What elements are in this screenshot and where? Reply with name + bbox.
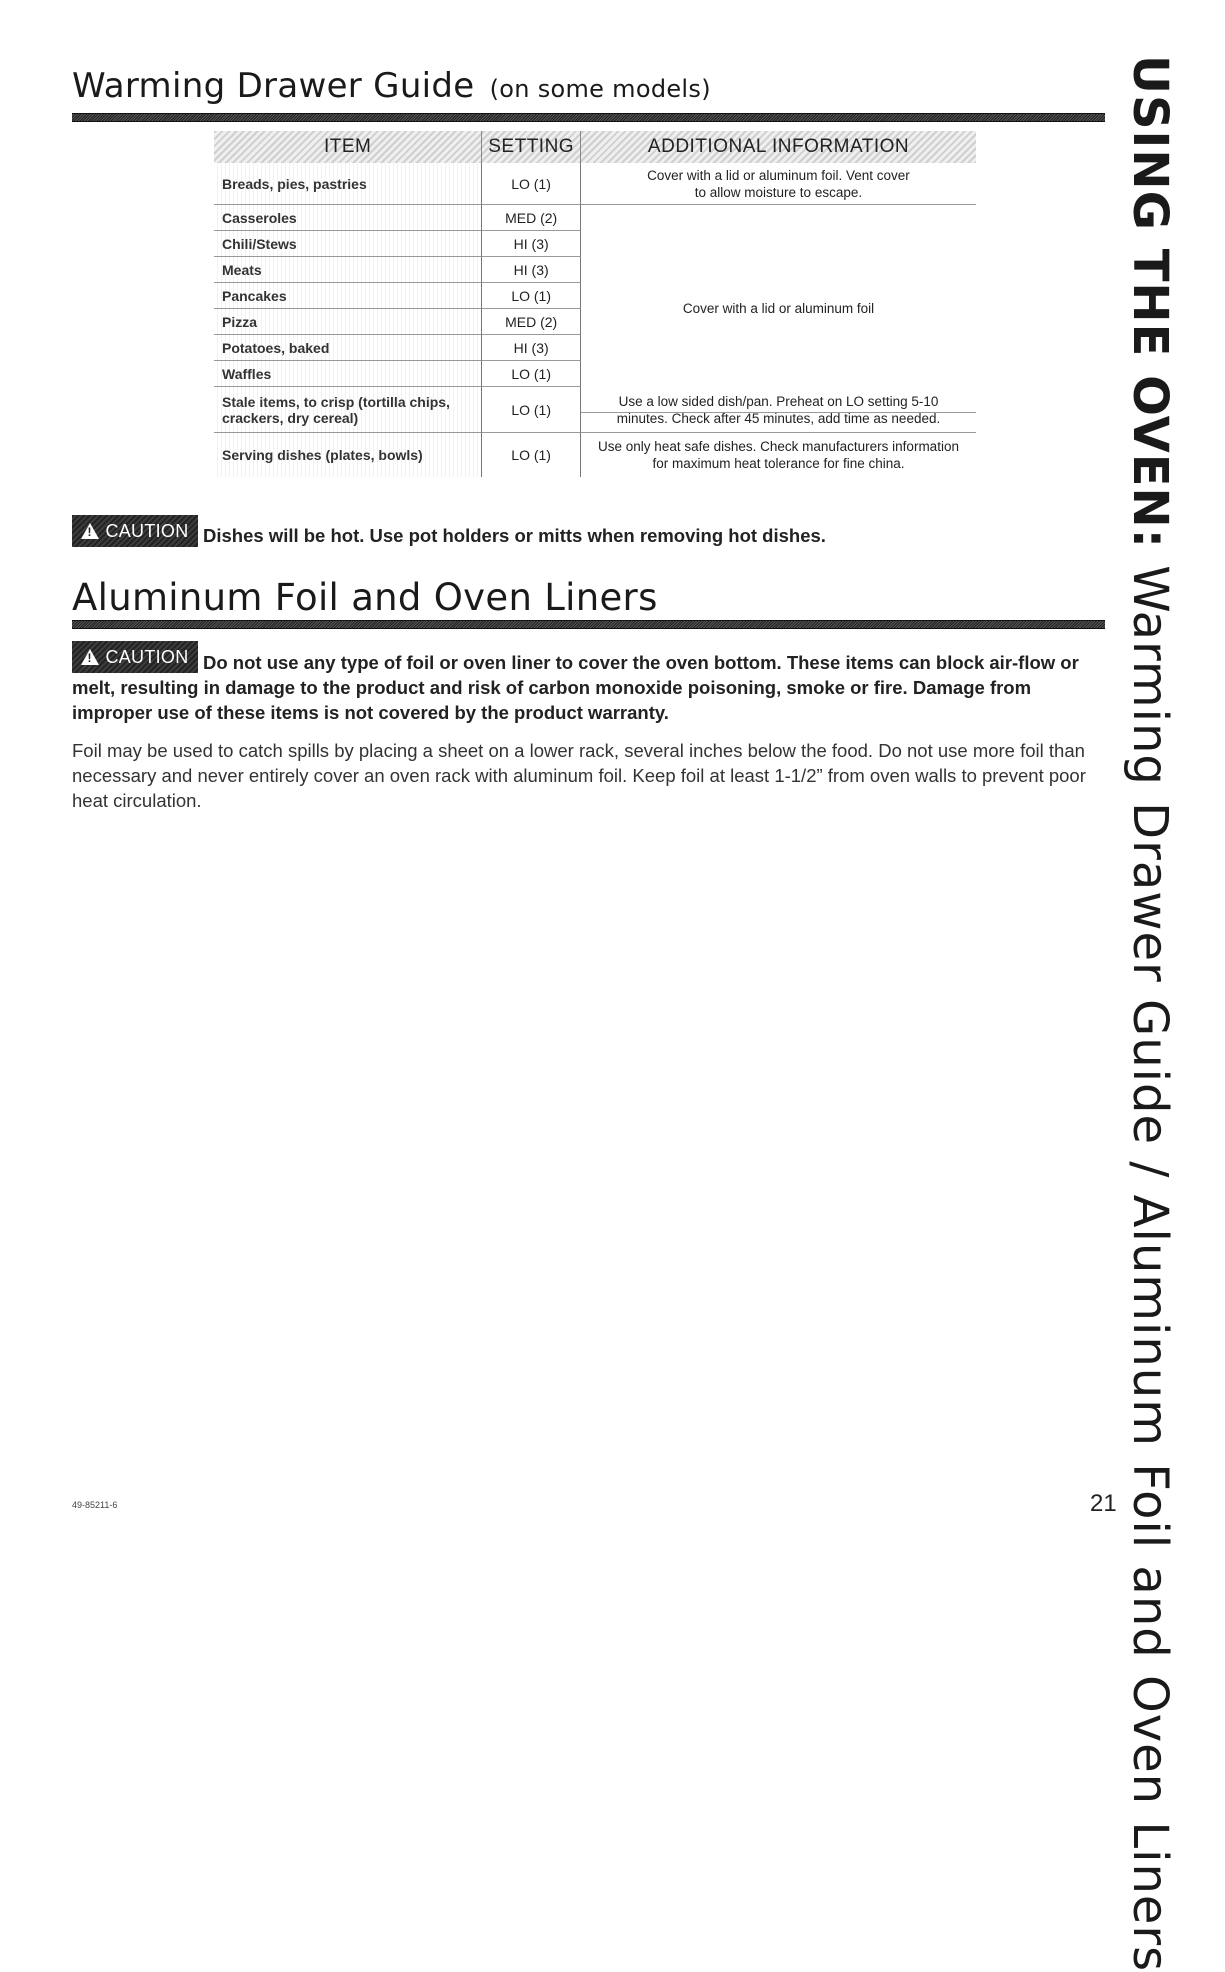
info-cell: Use a low sided dish/pan. Preheat on LO setting 5-10 minutes. Check after 45 minutes, add time as needed.: [581, 387, 976, 433]
side-title-bold: USING THE OVEN:: [1122, 55, 1178, 549]
warming-guide-table: [214, 131, 976, 477]
document-code: 49-85211-6: [72, 1500, 118, 1510]
setting-cell: LO (1): [481, 361, 581, 387]
item-cell: Breads, pies, pastries: [214, 163, 481, 205]
setting-cell: LO (1): [481, 387, 581, 433]
caution-dishes-hot: Dishes will be hot. Use pot holders or mitts when removing hot dishes.: [203, 525, 826, 546]
foil-body-text: Foil may be used to catch spills by placing a sheet on a lower rack, several inches below the food. Do not use more foil than necessary and never entirely cover an oven rack with aluminum foil. Keep foil at least 1-1/2” from oven walls to prevent poor heat circulation.: [72, 740, 1086, 811]
table-row: [214, 163, 976, 205]
header-additional-info: ADDITIONAL INFORMATION: [647, 136, 910, 157]
caution-badge: [72, 515, 198, 547]
setting-cell: LO (1): [481, 163, 581, 205]
item-cell: Pizza: [214, 309, 481, 335]
item-cell: Potatoes, baked: [214, 335, 481, 361]
item-cell: Casseroles: [214, 205, 481, 231]
setting-cell: HI (3): [481, 257, 581, 283]
table-row: [214, 433, 976, 477]
page-number: 21: [1090, 1490, 1117, 1517]
info-cell: Cover with a lid or aluminum foil. Vent cover to allow moisture to escape.: [581, 163, 976, 205]
table-header: [214, 131, 976, 163]
item-cell: Serving dishes (plates, bowls): [214, 433, 481, 477]
item-cell: Waffles: [214, 361, 481, 387]
heading-rule: [72, 113, 1105, 122]
setting-cell: HI (3): [481, 335, 581, 361]
setting-cell: LO (1): [481, 433, 581, 477]
caution-foil-warning: Do not use any type of foil or oven liner to cover the oven bottom. These items can block air-flow or melt, resulting in damage to the product and risk of carbon monoxide poisoning, smoke or fire. Damage from improper use of these items is not covered by the product warranty.: [72, 652, 1079, 723]
item-cell: Meats: [214, 257, 481, 283]
warming-guide-heading: [72, 66, 711, 106]
info-cell: Use only heat safe dishes. Check manufacturers information for maximum heat tolerance for fine china.: [598, 439, 959, 471]
foil-heading: Aluminum Foil and Oven Liners: [72, 576, 658, 619]
header-setting: SETTING: [482, 131, 581, 163]
setting-cell: MED (2): [481, 309, 581, 335]
warming-guide-title: Warming Drawer Guide: [72, 66, 475, 106]
item-cell: Chili/Stews: [214, 231, 481, 257]
caution-label: CAUTION: [105, 520, 189, 541]
header-item: ITEM: [214, 131, 482, 163]
setting-cell: MED (2): [481, 205, 581, 231]
side-title-light: Warming Drawer Guide / Aluminum Foil and Oven Liners: [1122, 565, 1178, 1972]
setting-cell: HI (3): [481, 231, 581, 257]
merged-info-cell: Cover with a lid or aluminum foil: [581, 205, 976, 413]
item-cell: Pancakes: [214, 283, 481, 309]
setting-cell: LO (1): [481, 283, 581, 309]
caution-label: CAUTION: [105, 646, 189, 667]
warming-guide-subtitle: (on some models): [489, 75, 711, 103]
side-section-title: [1120, 55, 1180, 1972]
item-cell: Stale items, to crisp (tortilla chips, crackers, dry cereal): [214, 387, 481, 433]
heading-rule: [72, 620, 1105, 629]
warning-triangle-icon: [81, 523, 99, 539]
table-body: [214, 163, 976, 477]
